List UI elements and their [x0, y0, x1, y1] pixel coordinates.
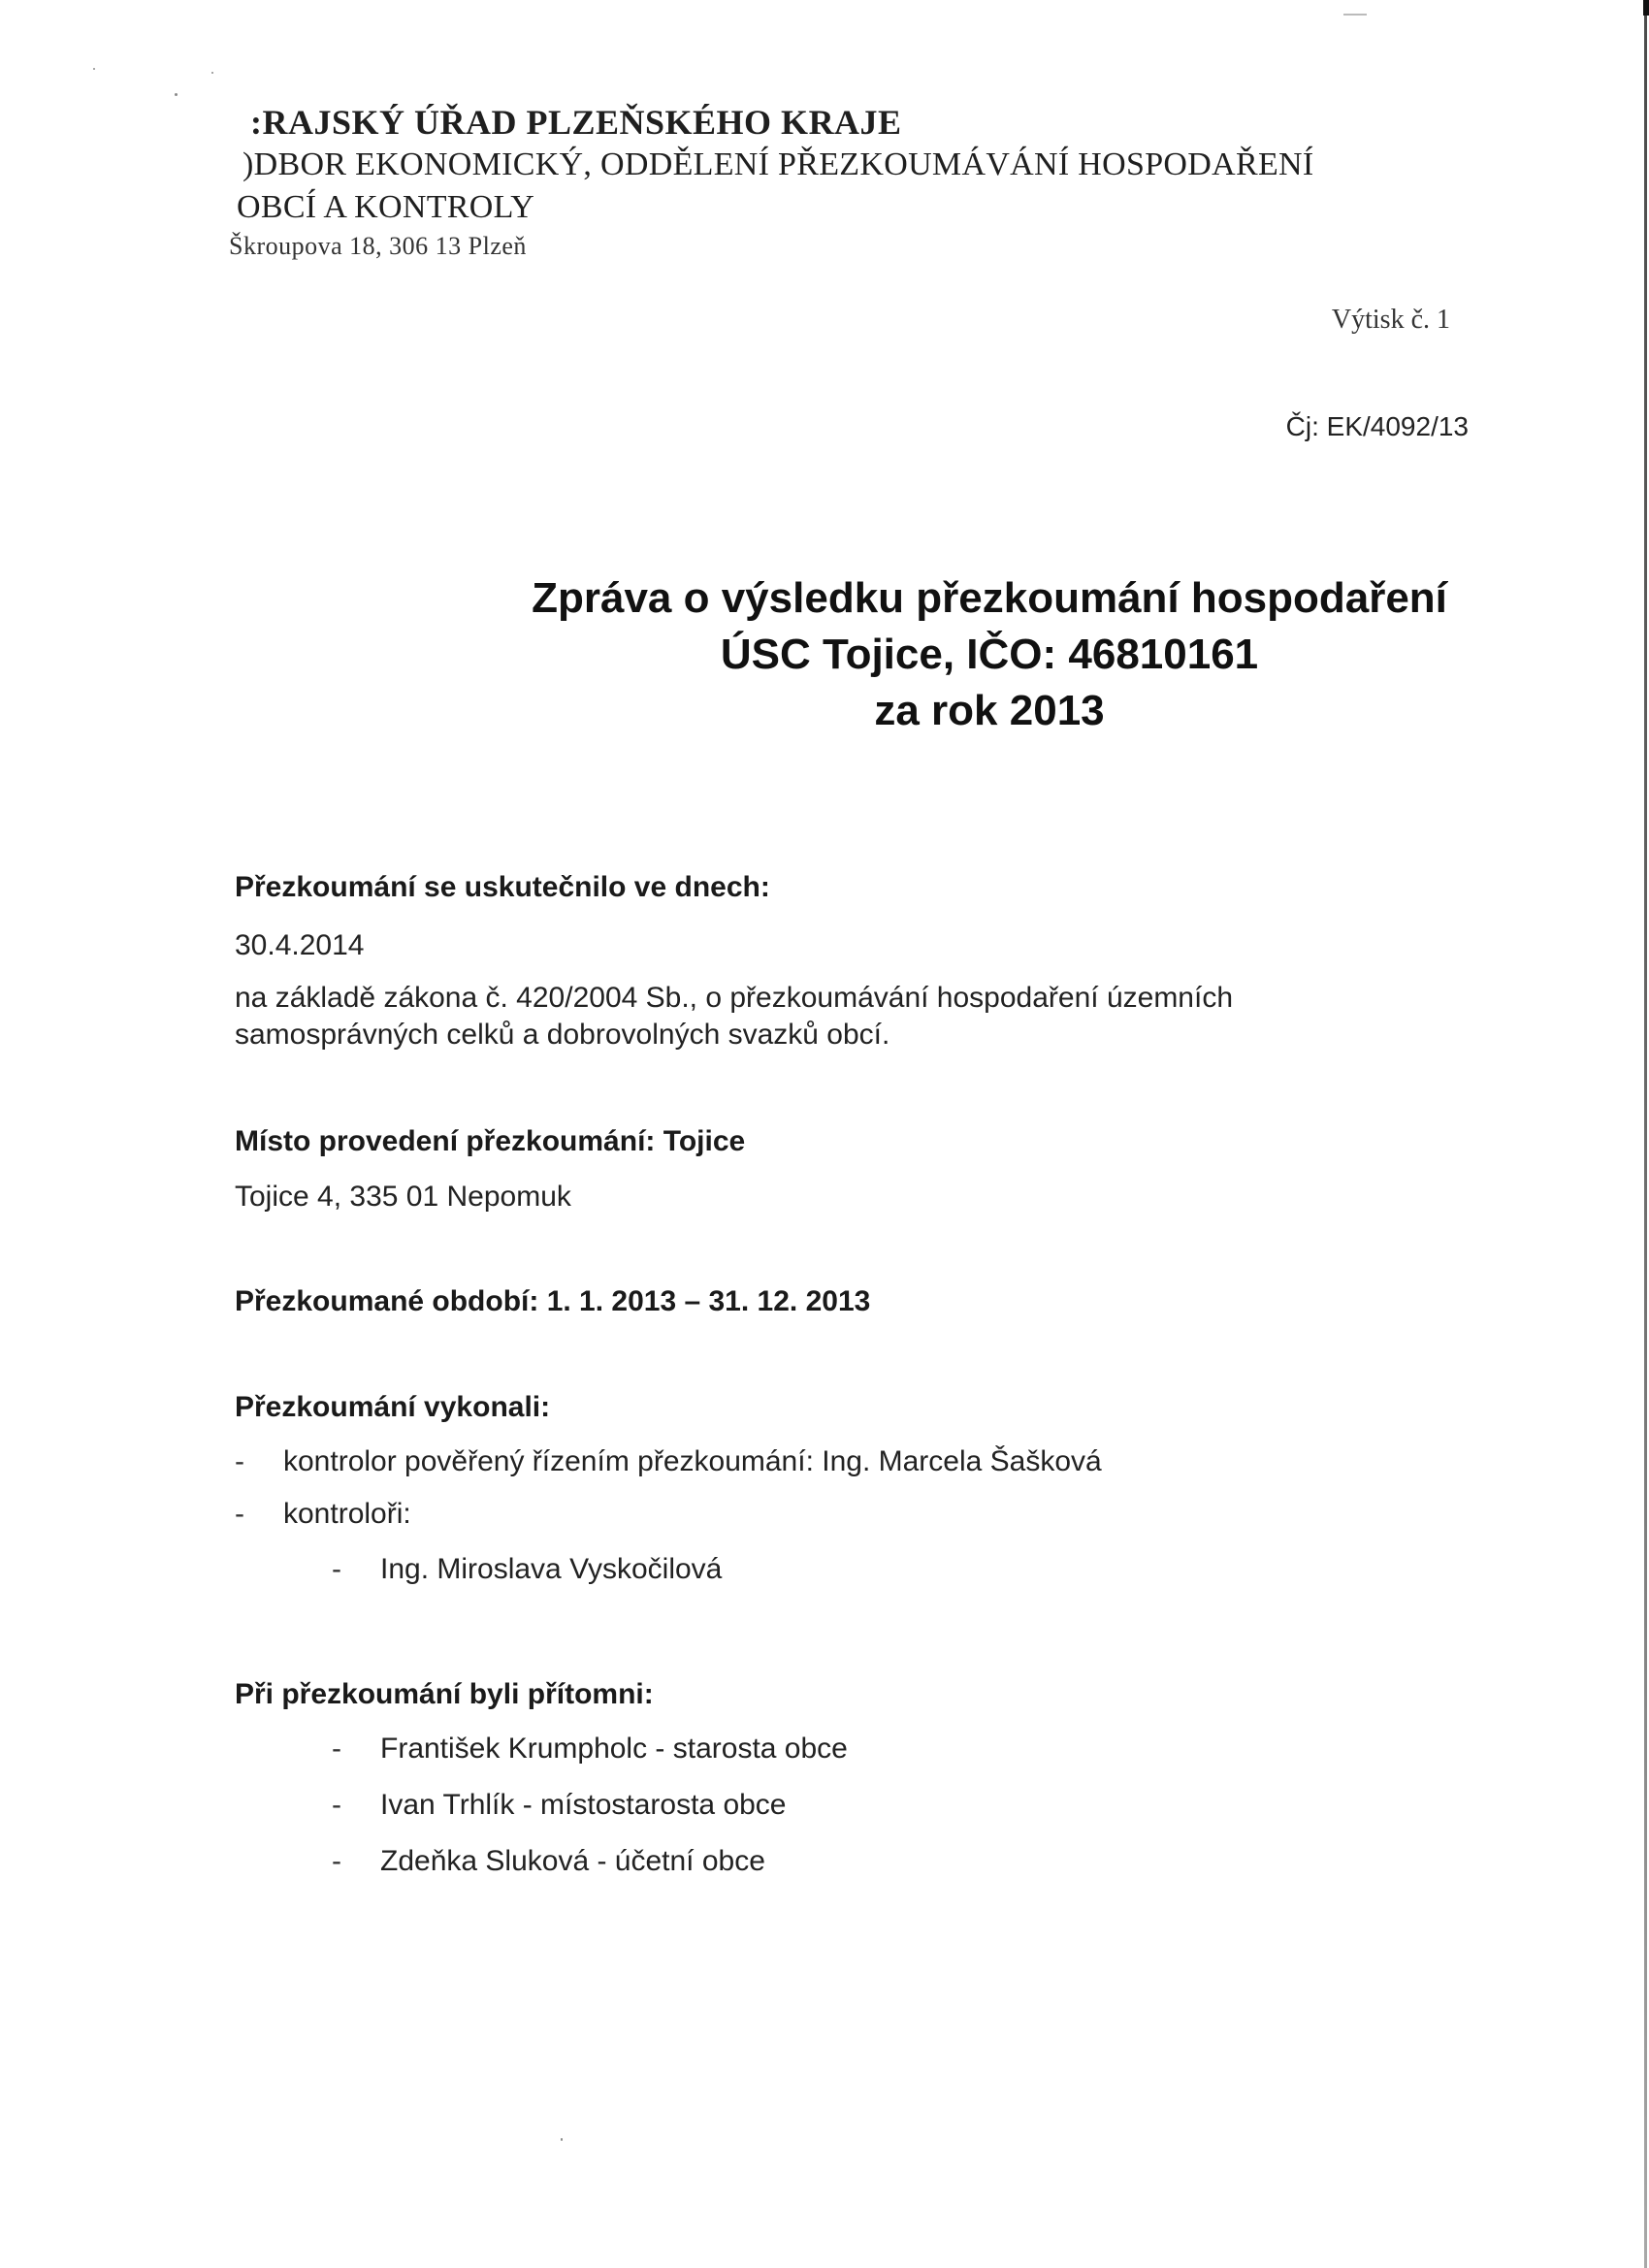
review-date: 30.4.2014	[235, 929, 365, 961]
list-dash: -	[235, 1445, 244, 1477]
list-dash: -	[332, 1733, 341, 1765]
list-dash: -	[235, 1498, 244, 1530]
list-dash: -	[332, 1845, 341, 1877]
period-section	[235, 1285, 870, 1318]
performed-by-item-2: kontroloři:	[283, 1498, 411, 1530]
scan-speck	[561, 2138, 563, 2141]
performed-by-subitem-1: Ing. Miroslava Vyskočilová	[380, 1553, 723, 1585]
scan-speck	[175, 93, 178, 96]
present-item-2: Ivan Trhlík - místostarosta obce	[380, 1789, 787, 1821]
scan-speck	[211, 72, 213, 74]
review-dates-heading: Přezkoumání se uskutečnilo ve dnech:	[235, 871, 770, 903]
scan-speck	[93, 68, 95, 70]
letterhead-department: )DBOR EKONOMICKÝ, ODDĚLENÍ PŘEZKOUMÁVÁNÍ HOSPODAŘENÍ	[242, 146, 1314, 182]
report-title-line2: ÚSC Tojice, IČO: 46810161	[720, 631, 1259, 678]
report-title	[0, 570, 1649, 739]
scan-edge-mark	[1643, 0, 1649, 16]
performed-by-heading: Přezkoumání vykonali:	[235, 1391, 551, 1423]
list-dash: -	[332, 1789, 341, 1821]
scan-edge-line	[1644, 0, 1647, 2268]
present-heading: Při přezkoumání byli přítomni:	[235, 1678, 654, 1710]
letterhead-department-cont: OBCÍ A KONTROLY	[237, 189, 535, 225]
present-item-1: František Krumpholc - starosta obce	[380, 1733, 848, 1765]
scan-speck	[1343, 14, 1367, 16]
copy-number: Výtisk č. 1	[1331, 305, 1450, 335]
letterhead	[229, 101, 1314, 264]
report-title-line1: Zpráva o výsledku přezkoumání hospodaření	[532, 574, 1447, 622]
report-title-line3: za rok 2013	[874, 687, 1105, 734]
performed-by-section	[235, 1391, 550, 1424]
performed-by-item-1: kontrolor pověřený řízením přezkoumání: Ing. Marcela Šašková	[283, 1445, 1102, 1477]
period-heading: Přezkoumané období: 1. 1. 2013 – 31. 12. 2013	[235, 1285, 871, 1317]
letterhead-address: Škroupova 18, 306 13 Plzeň	[229, 232, 527, 260]
review-dates-section	[235, 871, 770, 904]
reference-number: Čj: EK/4092/13	[1285, 411, 1469, 441]
place-address: Tojice 4, 335 01 Nepomuk	[235, 1181, 571, 1213]
letterhead-authority: :RAJSKÝ ÚŘAD PLZEŇSKÉHO KRAJE	[250, 103, 902, 142]
place-section	[235, 1125, 745, 1158]
present-item-3: Zdeňka Sluková - účetní obce	[380, 1845, 765, 1877]
legal-basis: na základě zákona č. 420/2004 Sb., o přezkoumávání hospodaření územních samosprávných celků a dobrovolných svazků obcí.	[235, 982, 1234, 1051]
list-dash: -	[332, 1553, 341, 1585]
place-heading: Místo provedení přezkoumání: Tojice	[235, 1125, 746, 1157]
present-section	[235, 1678, 654, 1711]
